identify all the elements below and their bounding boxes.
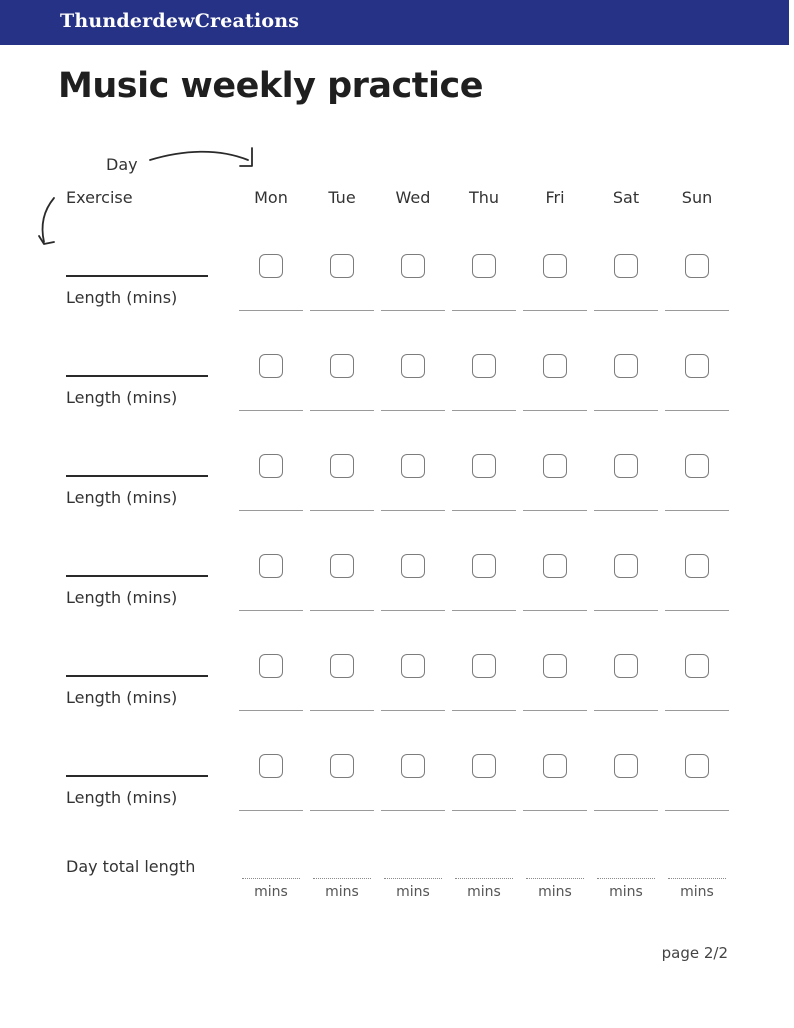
exercise-name-line[interactable] <box>66 675 208 677</box>
exercise-name-line[interactable] <box>66 275 208 277</box>
length-entry-line-mon[interactable] <box>239 510 303 511</box>
practice-checkbox-tue[interactable] <box>330 254 354 278</box>
practice-checkbox-thu[interactable] <box>472 254 496 278</box>
mins-unit-label: mins <box>467 884 501 900</box>
practice-checkbox-fri[interactable] <box>543 654 567 678</box>
length-entry-line-tue[interactable] <box>310 310 374 311</box>
practice-checkbox-sat[interactable] <box>614 454 638 478</box>
practice-checkbox-sat[interactable] <box>614 554 638 578</box>
practice-checkbox-sun[interactable] <box>685 754 709 778</box>
length-entry-line-sun[interactable] <box>665 810 729 811</box>
practice-checkbox-thu[interactable] <box>472 754 496 778</box>
length-entry-line-fri[interactable] <box>523 810 587 811</box>
practice-checkbox-fri[interactable] <box>543 254 567 278</box>
length-entry-line-sun[interactable] <box>665 310 729 311</box>
practice-checkbox-wed[interactable] <box>401 354 425 378</box>
practice-checkbox-wed[interactable] <box>401 454 425 478</box>
length-entry-line-thu[interactable] <box>452 810 516 811</box>
practice-checkbox-sun[interactable] <box>685 454 709 478</box>
brand-name: ThunderdewCreations <box>60 10 300 32</box>
length-entry-line-mon[interactable] <box>239 710 303 711</box>
day-header-sat: Sat <box>612 188 640 207</box>
practice-checkbox-fri[interactable] <box>543 454 567 478</box>
practice-checkbox-mon[interactable] <box>259 454 283 478</box>
practice-checkbox-wed[interactable] <box>401 754 425 778</box>
practice-checkbox-mon[interactable] <box>259 754 283 778</box>
practice-checkbox-wed[interactable] <box>401 654 425 678</box>
exercise-name-line[interactable] <box>66 775 208 777</box>
length-entry-line-tue[interactable] <box>310 710 374 711</box>
practice-checkbox-mon[interactable] <box>259 254 283 278</box>
length-label: Length (mins) <box>66 788 178 807</box>
length-entry-line-sat[interactable] <box>594 310 658 311</box>
practice-checkbox-fri[interactable] <box>543 554 567 578</box>
day-arrow-icon <box>148 146 258 170</box>
length-entry-line-wed[interactable] <box>381 610 445 611</box>
mins-unit-label: mins <box>609 884 643 900</box>
length-entry-line-thu[interactable] <box>452 710 516 711</box>
length-label: Length (mins) <box>66 388 178 407</box>
header-banner <box>0 0 789 45</box>
length-entry-line-sat[interactable] <box>594 510 658 511</box>
practice-checkbox-sat[interactable] <box>614 754 638 778</box>
length-entry-line-thu[interactable] <box>452 410 516 411</box>
mins-unit-label: mins <box>325 884 359 900</box>
length-entry-line-fri[interactable] <box>523 510 587 511</box>
length-entry-line-mon[interactable] <box>239 610 303 611</box>
practice-checkbox-sun[interactable] <box>685 654 709 678</box>
length-entry-line-sat[interactable] <box>594 810 658 811</box>
day-total-entry-mon[interactable] <box>242 878 300 879</box>
practice-checkbox-wed[interactable] <box>401 254 425 278</box>
practice-checkbox-thu[interactable] <box>472 654 496 678</box>
length-label: Length (mins) <box>66 688 178 707</box>
mins-unit-label: mins <box>396 884 430 900</box>
length-entry-line-sun[interactable] <box>665 610 729 611</box>
practice-checkbox-tue[interactable] <box>330 554 354 578</box>
day-total-entry-tue[interactable] <box>313 878 371 879</box>
practice-checkbox-sun[interactable] <box>685 354 709 378</box>
practice-checkbox-tue[interactable] <box>330 354 354 378</box>
practice-checkbox-thu[interactable] <box>472 454 496 478</box>
length-entry-line-mon[interactable] <box>239 310 303 311</box>
length-entry-line-wed[interactable] <box>381 410 445 411</box>
length-entry-line-thu[interactable] <box>452 610 516 611</box>
length-label: Length (mins) <box>66 288 178 307</box>
day-header-tue: Tue <box>328 188 356 207</box>
day-total-label: Day total length <box>66 857 196 876</box>
exercise-name-line[interactable] <box>66 375 208 377</box>
practice-checkbox-fri[interactable] <box>543 354 567 378</box>
length-label: Length (mins) <box>66 588 178 607</box>
length-entry-line-thu[interactable] <box>452 310 516 311</box>
mins-unit-label: mins <box>538 884 572 900</box>
length-entry-line-fri[interactable] <box>523 610 587 611</box>
page-number: page 2/2 <box>661 944 728 962</box>
practice-checkbox-thu[interactable] <box>472 354 496 378</box>
length-entry-line-tue[interactable] <box>310 410 374 411</box>
exercise-name-line[interactable] <box>66 575 208 577</box>
practice-checkbox-mon[interactable] <box>259 654 283 678</box>
practice-checkbox-thu[interactable] <box>472 554 496 578</box>
day-total-entry-sun[interactable] <box>668 878 726 879</box>
day-total-entry-thu[interactable] <box>455 878 513 879</box>
length-entry-line-fri[interactable] <box>523 310 587 311</box>
practice-checkbox-fri[interactable] <box>543 754 567 778</box>
day-header-fri: Fri <box>545 188 565 207</box>
mins-unit-label: mins <box>680 884 714 900</box>
practice-checkbox-mon[interactable] <box>259 354 283 378</box>
day-header-thu: Thu <box>468 188 500 207</box>
day-axis-label: Day <box>106 155 138 174</box>
length-entry-line-sun[interactable] <box>665 510 729 511</box>
length-entry-line-tue[interactable] <box>310 610 374 611</box>
practice-checkbox-mon[interactable] <box>259 554 283 578</box>
length-entry-line-wed[interactable] <box>381 710 445 711</box>
exercise-arrow-icon <box>36 196 62 250</box>
practice-checkbox-tue[interactable] <box>330 754 354 778</box>
mins-unit-label: mins <box>254 884 288 900</box>
practice-checkbox-tue[interactable] <box>330 454 354 478</box>
day-total-entry-wed[interactable] <box>384 878 442 879</box>
day-total-entry-fri[interactable] <box>526 878 584 879</box>
length-entry-line-sat[interactable] <box>594 610 658 611</box>
day-total-entry-sat[interactable] <box>597 878 655 879</box>
length-entry-line-tue[interactable] <box>310 510 374 511</box>
length-entry-line-sat[interactable] <box>594 710 658 711</box>
practice-checkbox-sat[interactable] <box>614 654 638 678</box>
practice-checkbox-sun[interactable] <box>685 254 709 278</box>
practice-checkbox-sun[interactable] <box>685 554 709 578</box>
length-entry-line-wed[interactable] <box>381 310 445 311</box>
exercise-name-line[interactable] <box>66 475 208 477</box>
practice-checkbox-sat[interactable] <box>614 254 638 278</box>
length-entry-line-fri[interactable] <box>523 710 587 711</box>
practice-checkbox-tue[interactable] <box>330 654 354 678</box>
length-entry-line-tue[interactable] <box>310 810 374 811</box>
exercise-axis-label: Exercise <box>66 188 133 207</box>
practice-checkbox-wed[interactable] <box>401 554 425 578</box>
length-entry-line-wed[interactable] <box>381 510 445 511</box>
day-header-wed: Wed <box>395 188 431 207</box>
length-entry-line-fri[interactable] <box>523 410 587 411</box>
day-header-mon: Mon <box>254 188 288 207</box>
length-entry-line-sat[interactable] <box>594 410 658 411</box>
day-header-sun: Sun <box>681 188 713 207</box>
length-entry-line-mon[interactable] <box>239 410 303 411</box>
page-title: Music weekly practice <box>58 66 483 106</box>
length-entry-line-mon[interactable] <box>239 810 303 811</box>
length-entry-line-sun[interactable] <box>665 710 729 711</box>
length-entry-line-sun[interactable] <box>665 410 729 411</box>
practice-checkbox-sat[interactable] <box>614 354 638 378</box>
length-entry-line-wed[interactable] <box>381 810 445 811</box>
length-entry-line-thu[interactable] <box>452 510 516 511</box>
length-label: Length (mins) <box>66 488 178 507</box>
